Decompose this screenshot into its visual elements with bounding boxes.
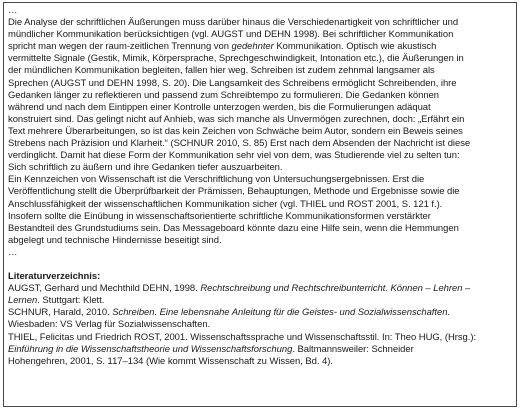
reference-entry xyxy=(8,283,513,307)
text-line: Gedanken länger zu reflektieren und passend zum Schreibtempo zu formulieren. Die Gedanken können xyxy=(8,89,439,101)
spacer xyxy=(8,259,513,271)
text-line: Ein Kennzeichen von Wissenschaft ist die Verschriftlichung von Untersuchungsergebnissen. Erst die xyxy=(8,174,425,186)
text-line: Veröffentlichung stellt die Überprüfbarkeit der Prämissen, Behauptungen, Methode und Ergebnisse sowie die xyxy=(8,186,460,198)
reference-title: Einführung in die Wissenschaftstheorie und Wissenschaftsforschung xyxy=(8,343,293,355)
text-line: mündlicher Kommunikation berücksichtigen (vgl. AUGST und DEHN 1998). Bei schriftlicher Kommunikation xyxy=(8,29,454,41)
italic-term: gedehnter xyxy=(231,41,274,53)
text-line: vermittelte Signale (Gestik, Mimik, Körpersprache, Sprechgeschwindigkeit, Intonation etc.), die Äußerungen in xyxy=(8,53,464,65)
reference-entry xyxy=(8,332,513,368)
reference-title: Rechtschreibung und Rechtschreibunterricht. Können – Lehren – xyxy=(200,283,471,295)
text-segment: . xyxy=(447,307,451,319)
text-segment: AUGST, Gerhard und Mechthild DEHN, 1998. xyxy=(8,283,201,295)
ellipsis-top: … xyxy=(8,5,18,16)
reference-entry xyxy=(8,307,513,331)
reference-title: Lernen xyxy=(8,295,38,307)
text-line: Text mehrere Überarbeitungen, so ist das kein Zeichen von Schwäche beim Autor, sondern ein Beweis seines xyxy=(8,125,463,137)
reference-line xyxy=(8,307,513,319)
document-page xyxy=(3,2,517,407)
text-line: Strebens nach Präzision und Klarheit.“ (SCHNUR 2010, S. 85) Erst nach dem Absenden der Nachricht ist diese xyxy=(8,138,471,150)
text-line: konstruiert sind. Das gelingt nicht auf Anhieb, was sich manche als Unvermögen zurechnen, doch: „Erfährt ein xyxy=(8,113,465,125)
text-segment: SCHNUR, Harald, 2010. xyxy=(8,307,113,319)
text-line: Bestandteil des Grundstudiums sein. Das Messageboard könnte dazu eine Hilfe sein, wenn die Hemmungen xyxy=(8,222,459,234)
text-line: Sprechen (AUGST und DEHN 1998, S. 20). Die Langsamkeit des Schreibens ermöglicht Schreibenden, ihre xyxy=(8,77,457,89)
references-heading: Literaturverzeichnis: xyxy=(8,271,101,283)
text-line: während und nach dem Eintippen einer Kontrolle unterzogen werden, bis die Formulierungen adäquat xyxy=(8,101,431,113)
reference-line: Wiesbaden: VS Verlag für Sozialwissenschaften. xyxy=(8,319,211,331)
text-line: Anschlussfähigkeit der wissenschaftlichen Kommunikation sicher (vgl. THIEL und ROST 2001, S. 121 f.). xyxy=(8,198,443,210)
main-paragraph xyxy=(8,17,513,247)
text-line: verdinglicht. Damit hat diese Form der Kommunikation sehr viel von dem, was Studierende viel zu selten tun: xyxy=(8,150,460,162)
text-line: Sich schriftlich zu äußern und ihre Gedanken tiefer auszuarbeiten. xyxy=(8,162,283,174)
text-segment: . Stuttgart: Klett. xyxy=(37,295,105,307)
reference-line: THIEL, Felicitas und Friedrich ROST, 2001. Wissenschaftssprache und Wissenschaftsstil. In: Theo HUG, (Hrsg.): xyxy=(8,331,477,343)
text-segment: Kommunikation. Optisch wie akustisch xyxy=(273,41,437,53)
text-segment: . Baltmannsweiler: Schneider xyxy=(292,343,414,355)
reference-title: Schreiben. Eine lebensnahe Anleitung für die Geistes- und Sozialwissenschaften xyxy=(112,307,448,319)
reference-line xyxy=(8,344,513,356)
text-line: der mündlichen Kommunikation begleiten, fallen hier weg. Schreiben ist zudem zehnmal langsamer als xyxy=(8,65,435,77)
ellipsis-bottom: … xyxy=(8,246,18,258)
text-line: Insofern sollte die Einübung in wissenschaftsorientierte schriftliche Kommunikationsformen verstärkter xyxy=(8,210,431,222)
text-segment: spricht man wegen der raum-zeitlichen Trennung von xyxy=(8,41,229,53)
reference-line: Hohengehren, 2001, S. 117–134 (Wie kommt Wissenschaft zu Wissen, Bd. 4). xyxy=(8,355,333,367)
references-section xyxy=(8,271,513,368)
text-line: abgelegt und technische Hindernisse beseitigt sind. xyxy=(8,234,222,246)
reference-line xyxy=(8,295,513,307)
text-line xyxy=(8,41,513,53)
document-content xyxy=(8,5,513,368)
text-line: Die Analyse der schriftlichen Äußerungen muss darüber hinaus die Verschiedenartigkeit von schriftlicher und xyxy=(8,17,459,29)
reference-line xyxy=(8,283,513,295)
